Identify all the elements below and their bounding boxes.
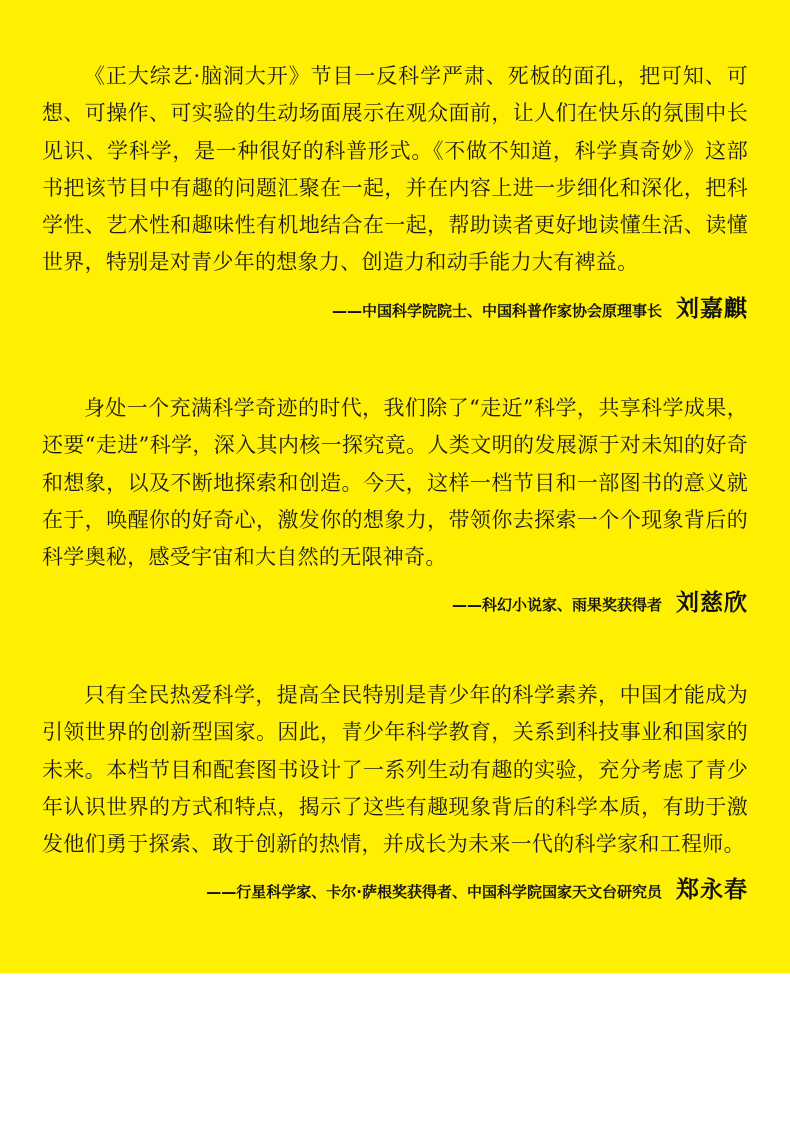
quote-block-2	[42, 390, 748, 617]
author-credential-1: ——中国科学院院士、中国科普作家协会原理事长	[331, 301, 662, 320]
quote-block-3	[42, 677, 748, 904]
signature-1	[42, 290, 748, 323]
author-credential-2: ——科幻小说家、雨果奖获得者	[451, 596, 662, 615]
blank-page-area	[0, 973, 790, 1131]
quote-text-1: 《正大综艺·脑洞大开》节目一反科学严肃、死板的面孔，把可知、可想、可操作、可实验的生动场面展示在观众面前，让人们在快乐的氛围中长见识、学科学，是一种很好的科普形式。《不做不知道，科学真奇妙》这部书把该节目中有趣的问题汇聚在一起，并在内容上进一步细化和深化，把科学性、艺术性和趣味性有机地结合在一起，帮助读者更好地读懂生活、读懂世界，特别是对青少年的想象力、创造力和动手能力大有裨益。	[42, 64, 748, 275]
author-name-2: 刘慈欣	[676, 589, 748, 617]
quote-block-1	[42, 58, 748, 323]
quote-text-3: 只有全民热爱科学，提高全民特别是青少年的科学素养，中国才能成为引领世界的创新型国家。因此，青少年科学教育，关系到科技事业和国家的未来。本档节目和配套图书设计了一系列生动有趣的实验，充分考虑了青少年认识世界的方式和特点，揭示了这些有趣现象背后的科学本质，有助于激发他们勇于探索、敢于创新的热情，并成长为未来一代的科学家和工程师。	[42, 683, 748, 857]
author-name-3: 郑永春	[676, 876, 748, 904]
signature-3	[42, 871, 748, 904]
author-name-1: 刘嘉麒	[676, 294, 748, 322]
signature-2	[42, 584, 748, 617]
author-credential-3: ——行星科学家、卡尔·萨根奖获得者、中国科学院国家天文台研究员	[206, 883, 662, 902]
quote-text-2: 身处一个充满科学奇迹的时代，我们除了“走近”科学，共享科学成果，还要“走进”科学，深入其内核一探究竟。人类文明的发展源于对未知的好奇和想象，以及不断地探索和创造。今天，这样一档节目和一部图书的意义就在于，唤醒你的好奇心，激发你的想象力，带领你去探索一个个现象背后的科学奥秘，感受宇宙和大自然的无限神奇。	[42, 396, 748, 570]
